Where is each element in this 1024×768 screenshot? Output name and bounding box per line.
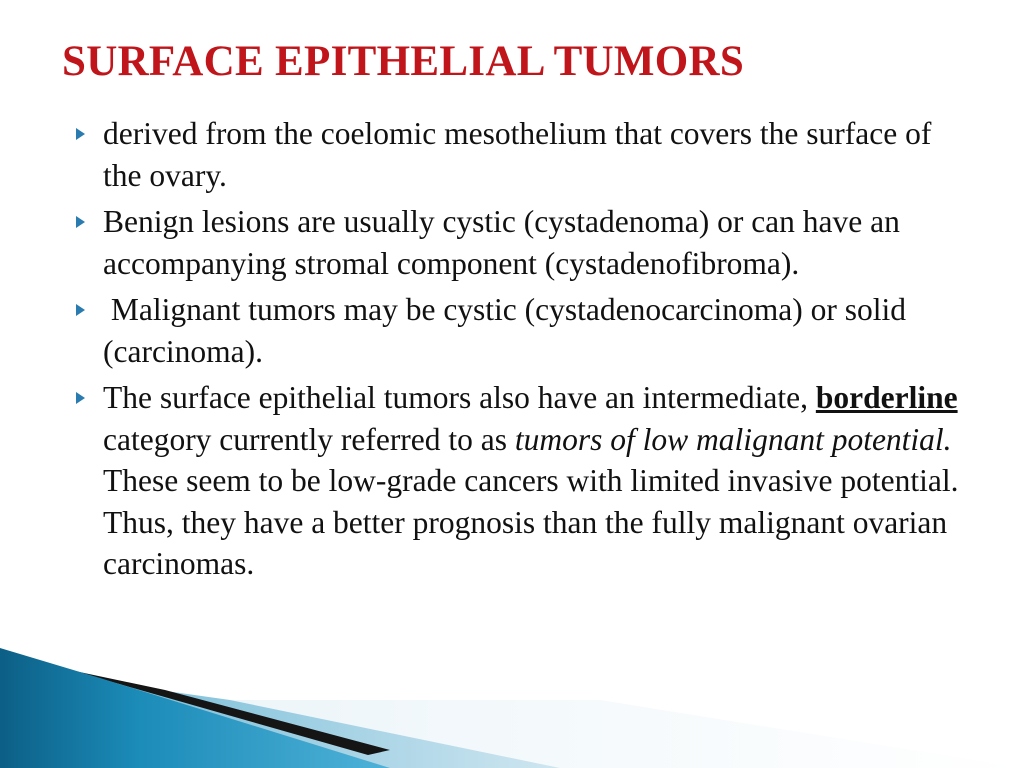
bullet-text: Benign lesions are usually cystic (cystadenoma) or can have an accompanying stromal component (cystadenofibroma). xyxy=(103,204,900,281)
bullet-item xyxy=(70,113,970,196)
bullet-text-part: These seem to be low-grade cancers with limited invasive potential. Thus, they have a better prognosis than the fully malignant ovarian carcinomas. xyxy=(103,463,959,581)
triangle-right-icon xyxy=(76,392,85,404)
bullet-text-part: The surface epithelial tumors also have an intermediate, xyxy=(103,380,808,415)
bullet-text: Malignant tumors may be cystic (cystadenocarcinoma) or solid (carcinoma). xyxy=(103,292,914,369)
bullet-item xyxy=(70,289,970,372)
bullet-item xyxy=(70,377,970,585)
bullet-text-part: category currently referred to as xyxy=(103,421,508,457)
italic-term: tumors of low malignant potential. xyxy=(514,421,952,457)
slide-title: SURFACE EPITHELIAL TUMORS xyxy=(62,38,745,85)
triangle-right-icon xyxy=(76,304,85,316)
triangle-right-icon xyxy=(76,216,85,228)
bullet-item xyxy=(70,201,970,284)
bullet-list xyxy=(70,113,970,590)
borderline-term: borderline xyxy=(815,380,958,415)
triangle-right-icon xyxy=(76,128,85,140)
bullet-text: derived from the coelomic mesothelium that covers the surface of the ovary. xyxy=(103,116,932,193)
